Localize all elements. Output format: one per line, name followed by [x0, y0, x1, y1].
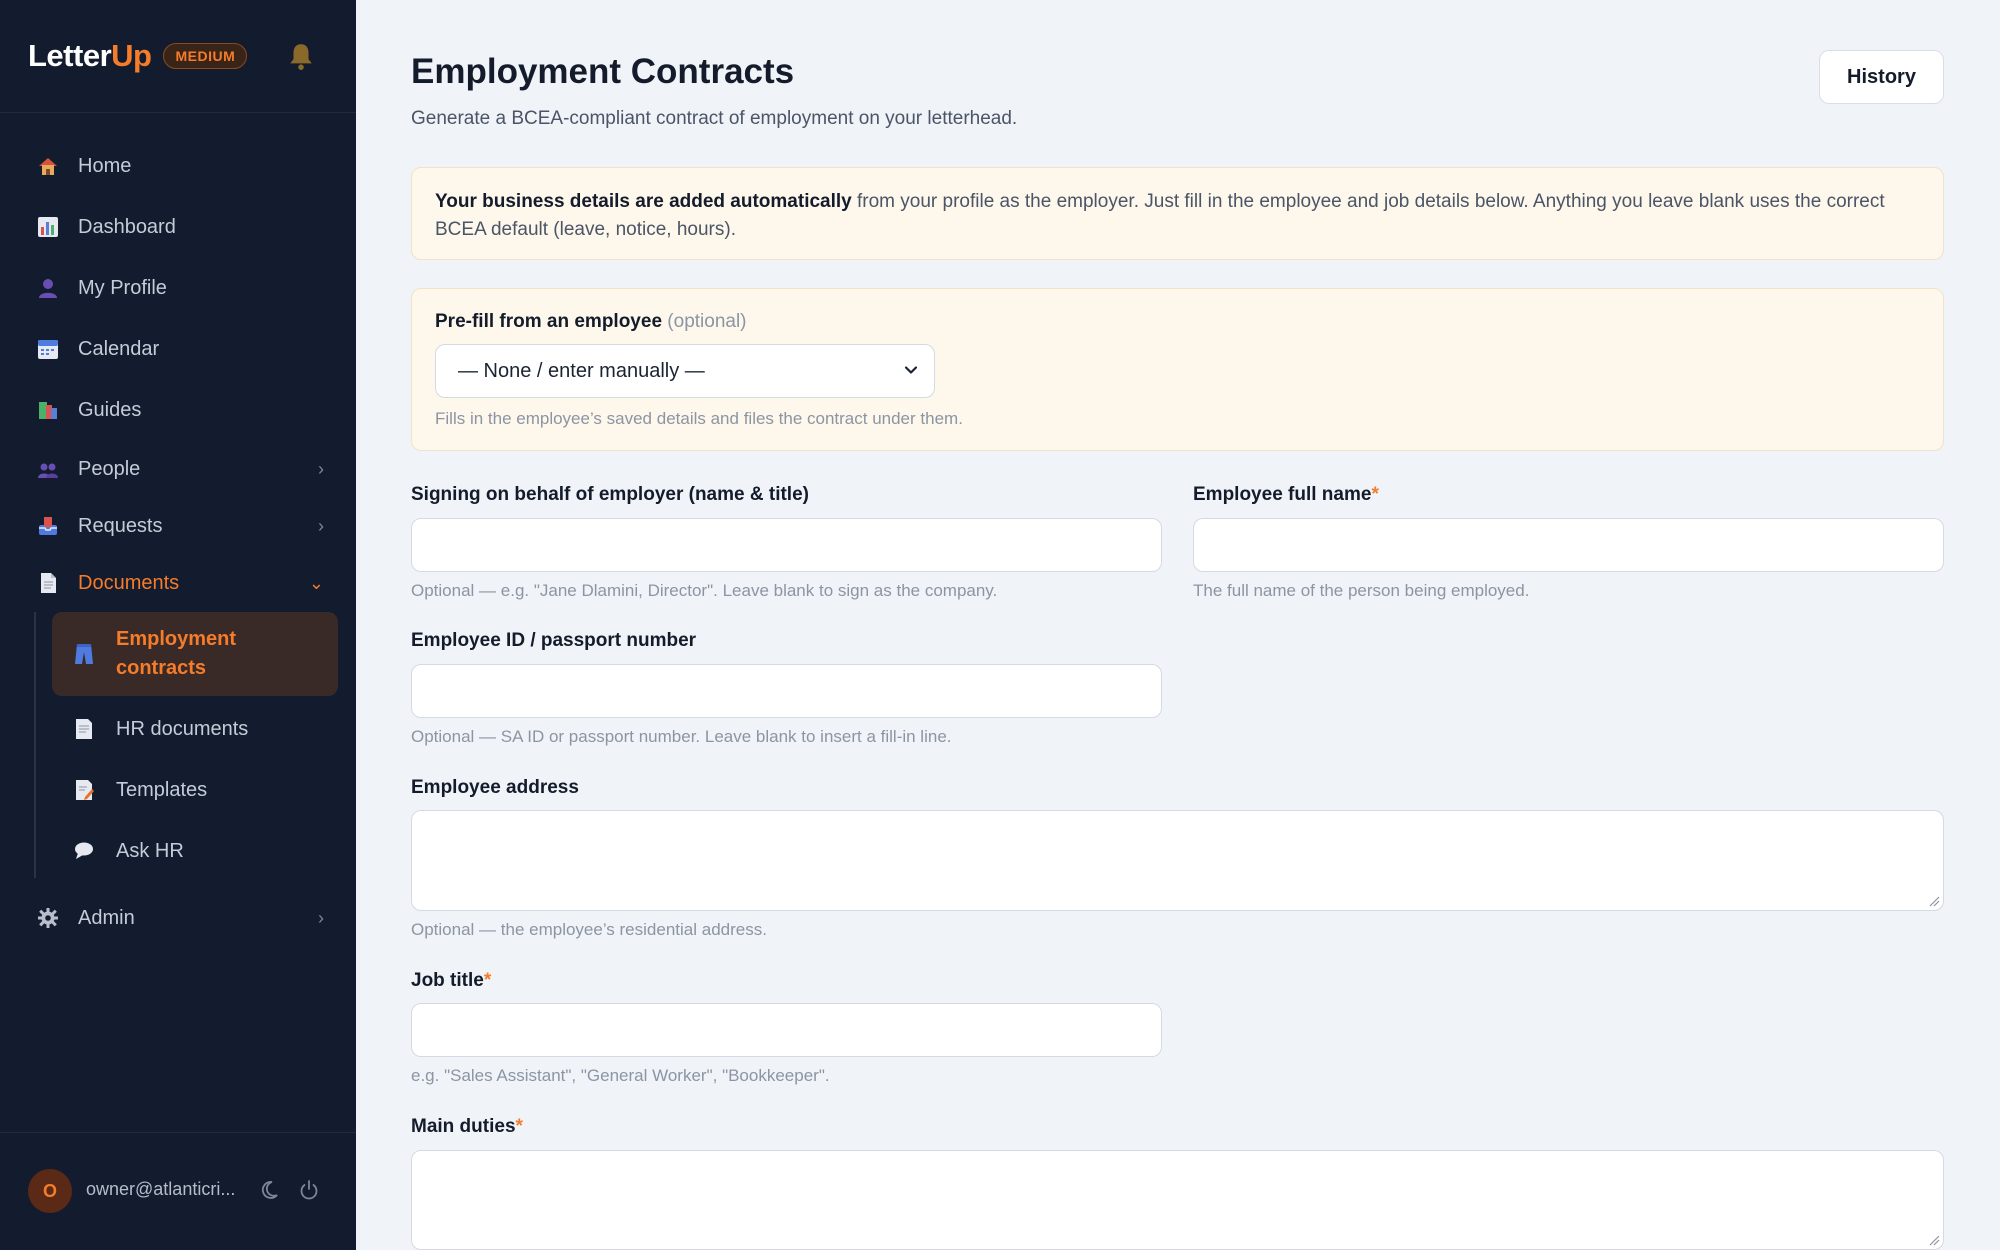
speech-bubble-icon: [72, 839, 96, 863]
main-duties-label: Main duties*: [411, 1116, 523, 1137]
page-subtitle: Generate a BCEA-compliant contract of employment on your letterhead.: [411, 108, 1018, 129]
moon-icon[interactable]: [258, 1179, 280, 1201]
nav-item-guides[interactable]: [0, 386, 356, 434]
brand-header: [0, 0, 356, 113]
nav-label: My Profile: [78, 276, 167, 299]
signing-help: Optional — e.g. "Jane Dlamini, Director". Leave blank to sign as the company.: [411, 581, 998, 600]
nav-label: People: [78, 457, 141, 480]
nav-label: Dashboard: [78, 215, 176, 238]
sub-item-ask-hr[interactable]: [52, 827, 338, 875]
user-bar: [0, 1132, 356, 1250]
select-value: — None / enter manually —: [458, 359, 705, 382]
resize-handle-icon[interactable]: [1928, 1234, 1940, 1246]
chevron-right-icon: ›: [318, 907, 324, 928]
nav-item-people[interactable]: [0, 445, 356, 493]
employee-select[interactable]: [435, 344, 935, 398]
nav-item-dashboard[interactable]: [0, 203, 356, 251]
person-icon: [36, 276, 60, 300]
nav-label: Guides: [78, 398, 142, 421]
sub-item-hr-documents[interactable]: [52, 705, 338, 753]
employee-id-input[interactable]: [411, 664, 1162, 718]
optional-tag: (optional): [667, 311, 747, 332]
employee-id-label: Employee ID / passport number: [411, 630, 697, 651]
required-mark: *: [1371, 484, 1379, 505]
employee-id-help: Optional — SA ID or passport number. Leave blank to insert a fill-in line.: [411, 727, 952, 746]
user-email: owner@atlanticri...: [86, 1179, 236, 1199]
plan-badge: MEDIUM: [163, 43, 247, 69]
gear-icon: [36, 906, 60, 930]
prefill-label: Pre-fill from an employee (optional): [435, 311, 747, 332]
sub-item-label: Ask HR: [116, 839, 184, 862]
nav-item-admin[interactable]: [0, 894, 356, 942]
submenu-guide-line: [34, 612, 36, 878]
sub-item-templates[interactable]: [52, 766, 338, 814]
memo-icon: [72, 778, 96, 802]
nav-item-calendar[interactable]: [0, 325, 356, 373]
sidebar: [0, 0, 356, 1250]
required-mark: *: [515, 1116, 523, 1137]
job-title-input[interactable]: [411, 1003, 1162, 1057]
required-mark: *: [483, 970, 492, 991]
inbox-tray-icon: [36, 514, 60, 538]
employee-address-help: Optional — the employee’s residential address.: [411, 920, 767, 939]
prefill-help-text: Fills in the employee’s saved details and files the contract under them.: [435, 409, 963, 428]
bar-chart-icon: [36, 215, 60, 239]
nav-item-home[interactable]: [0, 142, 356, 190]
chevron-down-icon: [904, 363, 918, 377]
signing-label: Signing on behalf of employer (name & title): [411, 484, 809, 505]
employee-name-help: The full name of the person being employed.: [1193, 581, 1530, 600]
notice-text: from your profile as the employer. Just fill in the employee and job details below. Anything you leave blank uses the correct BCEA default (leave, notice, hours).: [435, 191, 1885, 240]
nav-label: Admin: [78, 906, 135, 929]
page-title: Employment Contracts: [411, 52, 795, 91]
page-icon: [72, 717, 96, 741]
notice-bold-text: Your business details are added automatically: [435, 191, 852, 212]
people-icon: [36, 457, 60, 481]
nav-label: Documents: [78, 571, 180, 594]
employee-address-textarea[interactable]: [411, 810, 1944, 911]
power-icon[interactable]: [298, 1179, 320, 1201]
job-title-label: Job title*: [411, 970, 492, 991]
sub-item-label: HR documents: [116, 717, 249, 740]
info-notice: [411, 167, 1944, 260]
main-duties-textarea[interactable]: [411, 1150, 1944, 1250]
house-icon: [36, 154, 60, 178]
calendar-icon: [36, 337, 60, 361]
nav-item-requests[interactable]: [0, 502, 356, 550]
chevron-down-icon: ⌄: [308, 572, 324, 593]
avatar[interactable]: O: [28, 1169, 72, 1213]
books-icon: [36, 398, 60, 422]
jeans-icon: [72, 642, 96, 666]
employee-name-input[interactable]: [1193, 518, 1944, 572]
job-title-help: e.g. "Sales Assistant", "General Worker", "Bookkeeper".: [411, 1066, 830, 1085]
nav-label: Requests: [78, 514, 163, 537]
signing-input[interactable]: [411, 518, 1162, 572]
document-icon: [36, 571, 60, 595]
sub-item-label: Templates: [116, 778, 208, 801]
chevron-right-icon: ›: [318, 458, 324, 479]
nav-label: Home: [78, 154, 132, 177]
sub-item-label: Employment contracts: [116, 628, 237, 679]
nav-item-my-profile[interactable]: [0, 264, 356, 312]
bell-icon[interactable]: [288, 42, 314, 72]
nav-label: Calendar: [78, 337, 160, 360]
prefill-panel: [411, 288, 1944, 451]
app-logo[interactable]: LetterUp: [28, 38, 152, 73]
nav-item-documents[interactable]: [0, 559, 356, 607]
employee-address-label: Employee address: [411, 777, 579, 798]
resize-handle-icon[interactable]: [1928, 895, 1940, 907]
chevron-right-icon: ›: [318, 515, 324, 536]
sub-item-employment-contracts[interactable]: [52, 612, 338, 696]
history-button[interactable]: History: [1819, 50, 1944, 104]
employee-name-label: Employee full name*: [1193, 484, 1379, 505]
